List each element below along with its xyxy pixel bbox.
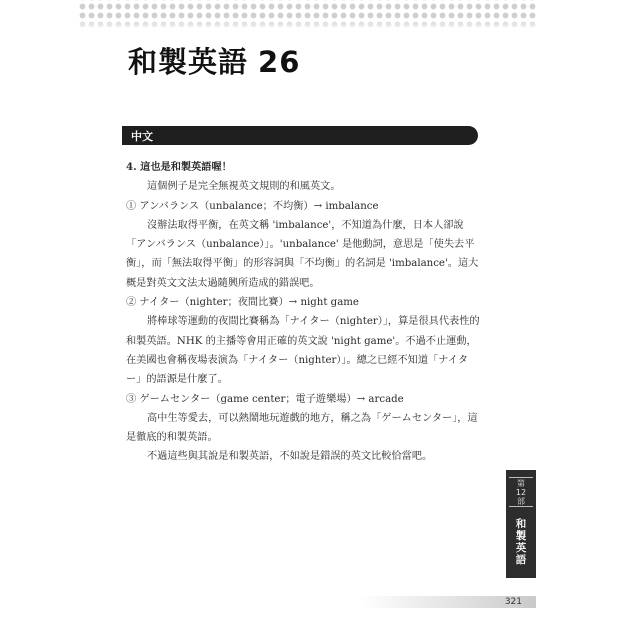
item-paragraph-1: 沒辦法取得平衡，在英文稱 'imbalance'，不知道為什麼，日本人卻說「アンバランス（unbalance）」。'unbalance' 是他動詞，意思是「使失去平衡」，而「無法取得平衡」的形容詞與「不均衡」的名詞是 'imbalance'。這大概是對英文文法太過隨興所造成的錯誤吧。 — [126, 219, 479, 289]
section-label: 中文 — [131, 130, 153, 143]
side-tab-char: 英 — [515, 542, 527, 554]
side-tab-char: 和 — [515, 518, 527, 530]
page-title — [128, 40, 300, 81]
section-heading: 4. 這也是和製英語喔！ — [126, 161, 232, 173]
side-tab-char: 語 — [515, 554, 527, 566]
article-body — [126, 158, 482, 467]
section-header-bar — [122, 126, 478, 145]
part-number: 12 — [515, 488, 527, 497]
item-heading-1: ① アンバランス（unbalance；不均衡）→ imbalance — [126, 200, 379, 212]
chapter-side-tab — [506, 470, 536, 578]
title-text: 和製英語 — [128, 45, 249, 79]
page-number: 321 — [504, 597, 522, 607]
decorative-dot-band — [78, 0, 538, 32]
item-heading-3: ③ ゲームセンター（game center；電子遊樂場）→ arcade — [126, 393, 404, 405]
item-paragraph-2: 將棒球等運動的夜間比賽稱為「ナイター（nighter）」，算是很具代表性的和製英語。NHK 的主播等會用正確的英文說 'night game'。不過不止運動，在美國也會稱夜場表演為「ナイター（nighter）」。總之已經不知道「ナイター」的語源是什麼了。 — [126, 316, 480, 386]
part-prefix: 第 — [517, 479, 525, 488]
side-tab-label — [506, 518, 536, 566]
part-indicator — [509, 477, 533, 507]
intro-paragraph: 這個例子是完全無視英文規則的和風英文。 — [147, 181, 341, 193]
page-number-strip — [360, 596, 536, 608]
item-heading-2: ② ナイター（nighter；夜間比賽）→ night game — [126, 297, 359, 309]
item-paragraph-3: 高中生等愛去，可以熱鬧地玩遊戲的地方，稱之為「ゲームセンター」，這是徹底的和製英語。 — [126, 412, 478, 444]
side-tab-char: 製 — [515, 530, 527, 542]
part-suffix: 部 — [517, 497, 525, 506]
title-number: 26 — [258, 45, 301, 79]
closing-paragraph: 不過這些與其說是和製英語，不如說是錯誤的英文比較恰當吧。 — [147, 451, 433, 463]
